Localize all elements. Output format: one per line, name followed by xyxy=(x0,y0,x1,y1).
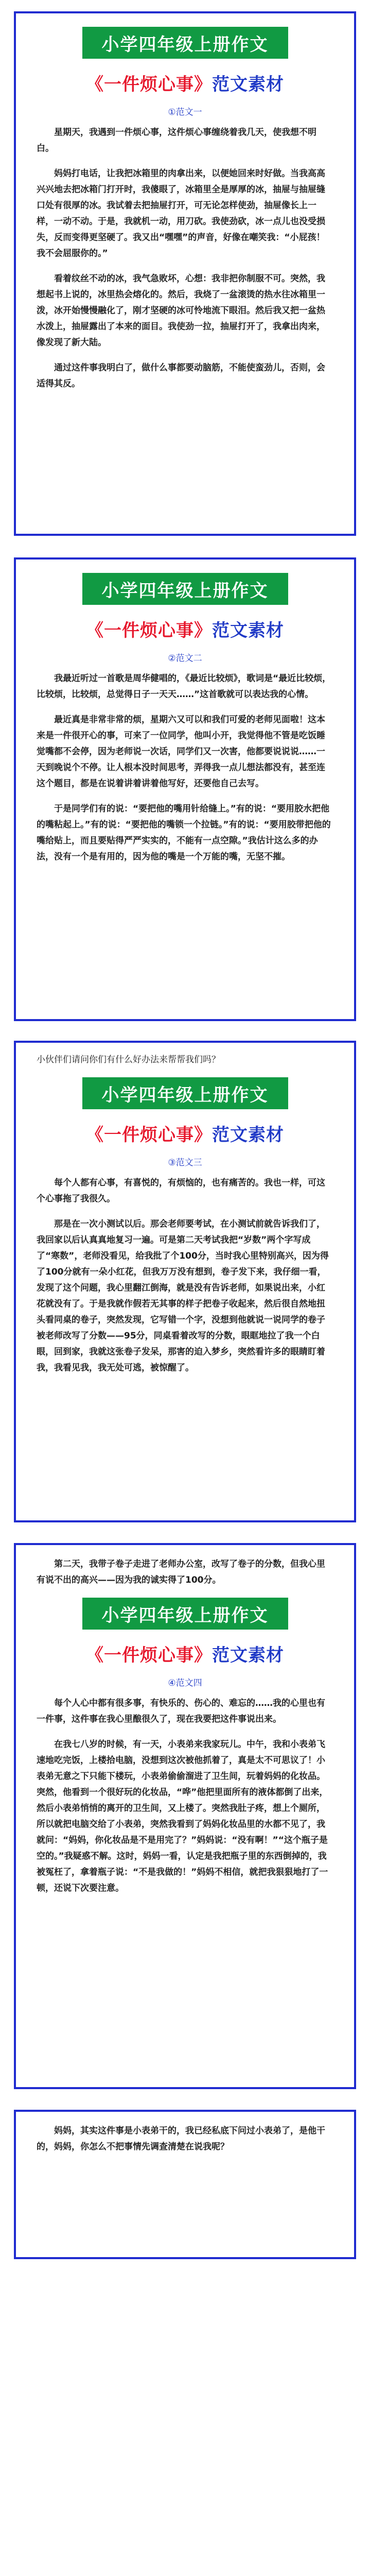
subtitle: 《一件烦心事》范文素材 xyxy=(86,620,284,641)
essay-text-4c: 妈妈，其实这件事是小表弟干的，我已经私底下问过小表弟了，是他干的，妈妈，你怎么不把事情先调查清楚在说我呢？ xyxy=(37,2126,325,2152)
essay-text-4b: 每个人心中都有很多事，有快乐的、伤心的、难忘的……我的心里也有一件事，这件事在我心里酿很久了，现在我要把这件事说出来。 在我七八岁的时候，有一天，小表弟来我家玩儿。中午，我和小表弟飞速地吃完饭，上楼拾电脑，没想到这次被他抓着了，真是太不可思议了！小表弟无意之下只能下楼玩，小表弟偷偷溜进了卫生间，玩着妈妈的化妆品。突然，他看到一个很好玩的化妆品，“哗”他把里面所有的液体都倒了出来，然后小表弟悄悄的离开的卫生间，又上楼了。突然我肚子疼，想上个厕所，所以就把电脑交给了小表弟，突然我看到了妈妈化妆品里的水都不见了，我就问：“妈妈，你化妆品是不是用完了？”妈妈说：“没有啊！”“这个瓶子是空的。”我疑惑不解。这时，妈妈一看，认定是我把瓶子里的东西倒掉的，我被冤枉了，拿着瓶子说：“不是我做的！”妈妈不相信，就把我狠狠地打了一顿，还说下次要注意。 xyxy=(37,1698,328,1893)
section-label-1: ①范文一 xyxy=(168,107,202,117)
subtitle: 《一件烦心事》范文素材 xyxy=(86,1125,284,1145)
banner-title: 小学四年级上册作文 xyxy=(82,573,288,605)
article-card-3 xyxy=(14,1041,356,1522)
section-label-2: ②范文二 xyxy=(168,653,202,664)
subtitle: 《一件烦心事》范文素材 xyxy=(86,1645,284,1666)
article-card-2 xyxy=(14,557,356,1021)
essay-text-4a: 第二天，我带子卷子走进了老师办公室，改写了卷子的分数，但我心里有说不出的高兴——因为我的诚实得了100分。 xyxy=(37,1559,325,1585)
essay-text-1: 星期天，我遇到一件烦心事，这件烦心事缠绕着我几天，使我想不明白。 妈妈打电话，让我把冰箱里的肉拿出来，以便她回来时好做。当我高高兴兴地去把冰箱门打开时，我傻眼了，冰箱里全是厚厚的冰，抽屉与抽屉缝口处有很厚的冰。我试着去把抽屉打开，可无论怎样使劲，抽屉像长上一样，一动不动。于是，我就机一动，用刀砍。我使劲砍，冰一点儿也没受损失，反而变得更坚硬了。我又出“嘿嘿”的声音，好像在嘲笑我：“小屁孩！我不会屈服你的。” 看着纹丝不动的冰，我气急败坏，心想：我非把你制服不可。突然，我想起书上说的，冰里热会熔化的。然后，我烧了一盆滚烫的热水往冰箱里一泼，冰开始慢慢融化了，刚才坚硬的冰可怜地流下眼泪。然后我又把一盆热水泼上，抽屉露出了本来的面目。我使劲一拉，抽屉打开了，我拿出肉来，像发现了新大陆。 通过这件事我明白了，做什么事都要动脑筋，不能使蛮劲儿，否则，会适得其反。 xyxy=(37,127,325,389)
subtitle: 《一件烦心事》范文素材 xyxy=(86,74,284,95)
banner-title: 小学四年级上册作文 xyxy=(82,27,288,59)
banner-title: 小学四年级上册作文 xyxy=(82,1077,288,1109)
banner-title: 小学四年级上册作文 xyxy=(82,1598,288,1630)
section-label-3: ③范文三 xyxy=(168,1158,202,1168)
article-card-4 xyxy=(14,1543,356,2089)
essay-text-2: 我最近听过一首歌是周华健唱的，《最近比较烦》，歌词是“最近比较烦，比较烦，比较烦，总觉得日子一天天……”这首歌就可以表达我的心情。 最近真是非常非常的烦，星期六又可以和我们可爱的老师见面啦！这本来是一件很开心的事，可来了一位同学，他叫小开，我觉得他不管是吃饭睡觉嘴都不会停，因为老师说一次话，同学们又一次害，他都要说说说……一天到晚说个不停。让人根本没时间思考，弄得我一点儿想法都没有，甚至连这个题目，都是在说着讲着讲着他写好，还要他自己去写。 于是同学们有的说：“要把他的嘴用针给缝上。”有的说：“要用胶水把他的嘴粘起上。”有的说：“要把他的嘴锁一个拉链。”有的说：“要用胶带把他的嘴给贴上，而且要贴得严严实实的，不能有一点空隙。”我估计这么多的办法，没有一个是有用的，因为他的嘴是一个万能的嘴，无坚不摧。 xyxy=(37,673,331,862)
essay-text-3: 每个人都有心事，有喜悦的，有烦恼的，也有痛苦的。我也一样，可这个心事拖了我很久。 那是在一次小测试以后。那会老师要考试，在小测试前就告诉我们了，我回家以后认真真地复习一遍。可是第二天考试我把“岁数”两个字写成了“寒数”，老师没看见，给我批了个100分，当时我心里特别高兴，因为得了100分就有一朵小红花，但我万万没有想到，卷子发下来，我仔细一看，发现了这个问题，我心里翻江倒海，就是没有告诉老师，如果说出来，小红花就没有了。于是我就作假若无其事的样子把卷子收起来，然后很自然地扭头看同桌的卷子，突然发现，它写错一个字，没想到他就说一说同学的卷子被老师改写了分数——95分，同桌看着改写的分数，眼眶地拉了我一个白眼，回到家，我就这张卷子发呆，那害的迫入梦乡，突然看许多的眼睛盯着我，我看见我，我无处可逃，被惊醒了。 xyxy=(37,1178,329,1373)
section-label-4: ④范文四 xyxy=(168,1678,202,1688)
article-card-1 xyxy=(14,11,356,536)
article-card-5 xyxy=(14,2110,356,2259)
question-text: 小伙伴们请问你们有什么好办法来帮帮我们吗？ xyxy=(37,1055,220,1065)
